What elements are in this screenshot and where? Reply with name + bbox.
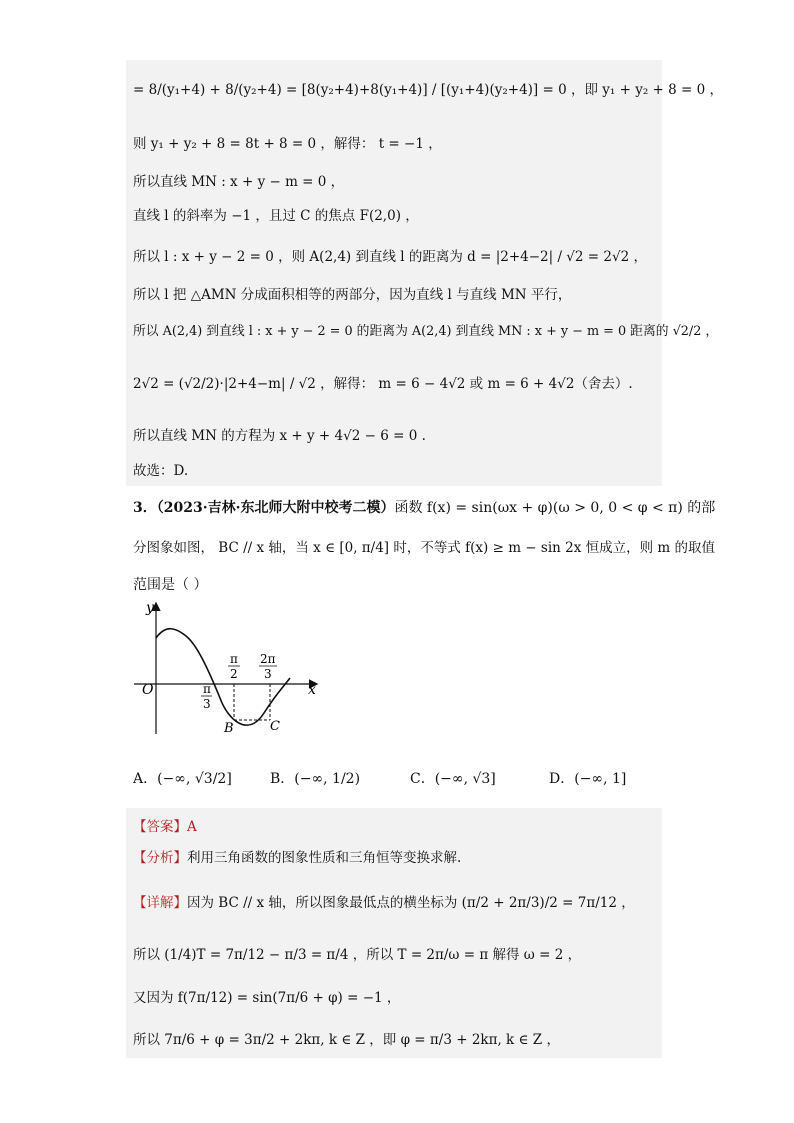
- y-label: y: [146, 600, 154, 616]
- answer-shade: [126, 808, 662, 1058]
- solution-line-6: 所以 l 把 △AMN 分成面积相等的两部分，因为直线 l 与直线 MN 平行，: [133, 287, 572, 303]
- solution-line-10: 故选：D.: [133, 463, 189, 479]
- detail-line-3: 又因为 f(7π/12) = sin(7π/6 + φ) = −1 ，: [133, 990, 401, 1006]
- tick-pi-2-den: 2: [230, 667, 238, 681]
- analysis-line: [133, 848, 461, 868]
- tick-pi-3-den: 3: [203, 697, 211, 711]
- answer-value: A: [187, 819, 197, 835]
- tick-pi-2-num: π: [230, 652, 238, 666]
- solution-line-9: 所以直线 MN 的方程为 x + y + 4√2 − 6 = 0 .: [133, 428, 426, 444]
- detail-line-2: 所以 (1/4)T = 7π/12 − π/3 = π/4 ，所以 T = 2π/ω = π 解得 ω = 2 ，: [133, 947, 582, 963]
- detail-line-4: 所以 7π/6 + φ = 3π/2 + 2kπ, k ∈ Z ，即 φ = π/3 + 2kπ, k ∈ Z ，: [133, 1032, 560, 1048]
- tick-2pi-3-num: 2π: [260, 652, 276, 666]
- option-d[interactable]: D．(−∞, 1]: [549, 771, 627, 787]
- solution-line-5: 所以 l : x + y − 2 = 0 ，则 A(2,4) 到直线 l 的距离为 d = |2+4−2| / √2 = 2√2 ，: [133, 249, 647, 265]
- solution-shade-top: [126, 60, 662, 486]
- tick-2pi-3-den: 3: [264, 667, 272, 681]
- solution-line-4: 直线 l 的斜率为 −1 ，且过 C 的焦点 F(2,0) ，: [133, 208, 419, 224]
- solution-line-7: 所以 A(2,4) 到直线 l : x + y − 2 = 0 的距离为 A(2,4) 到直线 MN : x + y − m = 0 距离的 √2/2 ，: [133, 324, 719, 339]
- detail-tag: 【详解】: [133, 895, 187, 911]
- tick-pi-3-num: π: [203, 682, 211, 696]
- solution-line-1: = 8/(y₁+4) + 8/(y₂+4) = [8(y₂+4)+8(y₁+4)] / [(y₁+4)(y₂+4)] = 0 ，即 y₁ + y₂ + 8 = 0 ，: [133, 82, 723, 98]
- answer-line: [133, 817, 197, 837]
- question-number: 3．: [133, 500, 157, 516]
- option-a[interactable]: A．(−∞, √3/2]: [133, 771, 232, 787]
- detail-line-1: [133, 893, 635, 913]
- solution-line-2: 则 y₁ + y₂ + 8 = 8t + 8 = 0 ，解得： t = −1 ，: [133, 136, 442, 152]
- option-c[interactable]: C．(−∞, √3]: [410, 771, 496, 787]
- analysis-tag: 【分析】: [133, 850, 187, 866]
- origin-label: O: [142, 682, 154, 698]
- question-line-2: 分图象如图， BC // x 轴，当 x ∈ [0, π/4] 时，不等式 f(x) ≥ m − sin 2x 恒成立，则 m 的取值: [133, 540, 715, 556]
- question-source: （2023·吉林·东北师大附中校考二模）: [156, 500, 395, 516]
- solution-line-8: 2√2 = (√2/2)·|2+4−m| / √2 ，解得： m = 6 − 4√2 或 m = 6 + 4√2（舍去）.: [133, 376, 633, 392]
- option-b[interactable]: B．(−∞, 1/2): [270, 771, 361, 787]
- point-c-label: C: [270, 719, 280, 734]
- point-b-label: B: [224, 721, 234, 736]
- question-line-3: 范围是（ ）: [133, 577, 208, 593]
- detail-text-1: 因为 BC // x 轴，所以图象最低点的横坐标为 (π/2 + 2π/3)/2 = 7π/12 ，: [187, 895, 635, 911]
- answer-tag: 【答案】: [133, 819, 187, 835]
- solution-line-3: 所以直线 MN : x + y − m = 0 ，: [133, 174, 345, 190]
- question-line-1: [133, 497, 715, 519]
- x-label: x: [308, 682, 316, 698]
- analysis-text: 利用三角函数的图象性质和三角恒等变换求解.: [187, 850, 462, 866]
- question-text-1: 函数 f(x) = sin(ωx + φ)(ω > 0, 0 < φ < π) 的部: [394, 500, 716, 516]
- sine-graph: [130, 598, 330, 738]
